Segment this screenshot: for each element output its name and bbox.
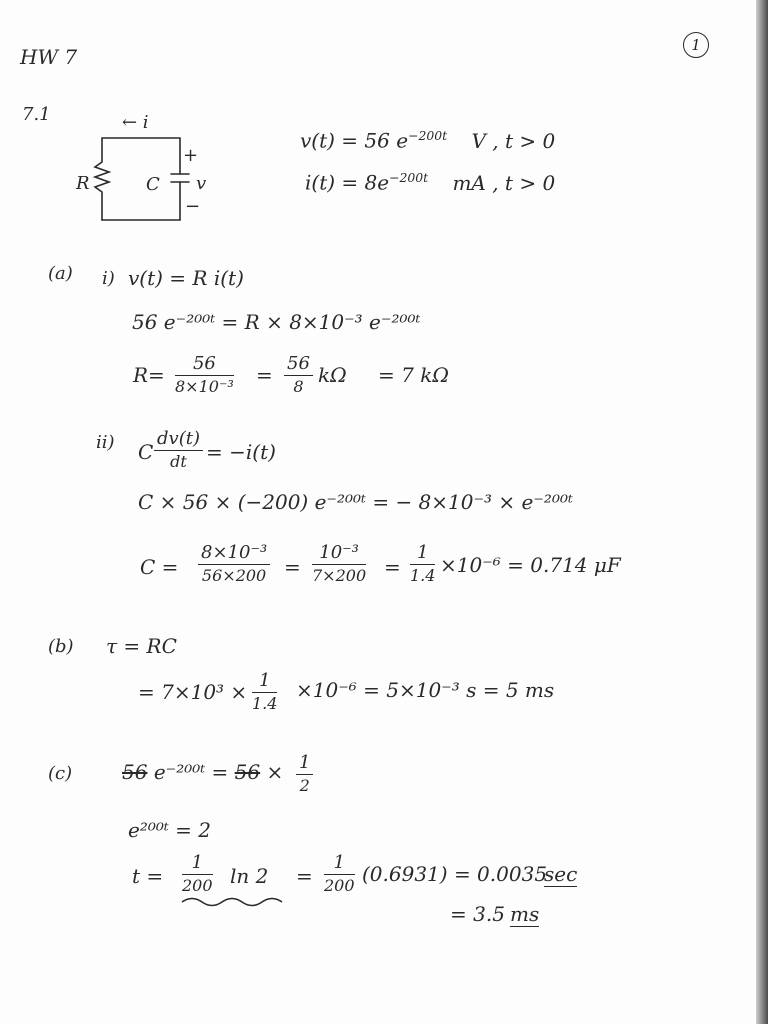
capacitance-fraction-3: $\frac{1}{1.4}$ bbox=[410, 542, 436, 585]
part-b-label: (b) bbox=[48, 636, 74, 657]
time-constant-calc-a: = 7×10³ × bbox=[138, 680, 248, 704]
capacitor-C: C bbox=[138, 440, 154, 464]
time-fraction-1: $\frac{1}{200}$ bbox=[182, 852, 213, 895]
exponential-equation: e²⁰⁰ᵗ = 2 bbox=[128, 818, 212, 842]
part-a-label: (a) bbox=[48, 263, 73, 284]
part-c-label: (c) bbox=[48, 763, 73, 784]
time-constant-fraction: $\frac{1}{1.4}$ bbox=[252, 670, 278, 713]
capacitance-result: ×10⁻⁶ = 0.714 μF bbox=[440, 553, 621, 577]
page-edge-shadow bbox=[756, 0, 768, 1024]
time-constant-definition: τ = RC bbox=[106, 634, 177, 658]
equals-sign: = bbox=[296, 864, 313, 888]
equals-sign: = bbox=[256, 363, 273, 387]
part-a-ii-label: ii) bbox=[96, 432, 115, 453]
equals-sign: = bbox=[284, 555, 301, 579]
capacitance-fraction-1: $\frac{\text{8×10⁻³}}{56\times 200}$ bbox=[198, 542, 270, 585]
natural-log-term: ln 2 bbox=[230, 864, 269, 888]
page-number: 1 bbox=[683, 32, 709, 58]
derivative-rhs: = −i(t) bbox=[206, 440, 276, 464]
homework-title: HW 7 bbox=[20, 45, 78, 69]
wavy-underline bbox=[180, 894, 284, 910]
derivative-fraction: $\frac{dv(t)}{dt}$ bbox=[154, 428, 203, 471]
time-lhs: t = bbox=[132, 864, 164, 888]
voltage-equation: v(t) = 56 $e^{-200t}$ V , t > 0 bbox=[300, 128, 556, 153]
part-a-i-label: i) bbox=[102, 268, 115, 289]
resistance-fraction-1: $\frac{56}{\text{8×10⁻³}}$ bbox=[175, 353, 234, 396]
capacitor-label: C bbox=[146, 174, 160, 195]
time-unit-sec: sec bbox=[544, 862, 578, 886]
final-answer-unit: ms bbox=[510, 902, 540, 926]
voltage-label: v bbox=[196, 173, 207, 194]
time-constant-result: ×10⁻⁶ = 5×10⁻³ s = 5 ms bbox=[296, 678, 555, 702]
ohms-law-line: v(t) = R i(t) bbox=[128, 266, 244, 290]
time-fraction-2: $\frac{1}{200}$ bbox=[324, 852, 355, 895]
half-fraction: $\frac{1}{2}$ bbox=[296, 752, 313, 795]
time-value: (0.6931) = 0.0035 bbox=[362, 862, 548, 886]
problem-number: 7.1 bbox=[22, 104, 51, 125]
half-life-equation: 56 e⁻²⁰⁰ᵗ = 56 × bbox=[122, 760, 284, 784]
capacitor-equation-line: C × 56 × (−200) e⁻²⁰⁰ᵗ = − 8×10⁻³ × e⁻²⁰⁰ᵗ bbox=[138, 490, 573, 514]
current-arrow-label: ← i bbox=[122, 112, 149, 133]
equals-sign: = bbox=[384, 555, 401, 579]
capacitance-fraction-2: $\frac{\text{10⁻³}}{7\times 200}$ bbox=[312, 542, 367, 585]
resistor-label: R bbox=[76, 173, 90, 194]
resistor-symbol bbox=[95, 138, 109, 220]
minus-sign: − bbox=[185, 196, 201, 217]
resistance-unit: kΩ bbox=[318, 363, 347, 387]
current-equation: $i(t) = 8e^{-200t}$ mA , t > 0 bbox=[305, 170, 556, 195]
final-answer-value: = 3.5 bbox=[450, 902, 505, 926]
resistance-fraction-2: $\frac{56}{8}$ bbox=[284, 353, 313, 396]
substitution-line: 56 e⁻²⁰⁰ᵗ = R × 8×10⁻³ e⁻²⁰⁰ᵗ bbox=[132, 310, 421, 334]
resistance-lhs: R= bbox=[133, 363, 165, 387]
capacitance-lhs: C = bbox=[140, 555, 179, 579]
plus-sign: + bbox=[183, 145, 199, 166]
resistance-result: = 7 kΩ bbox=[378, 363, 449, 387]
